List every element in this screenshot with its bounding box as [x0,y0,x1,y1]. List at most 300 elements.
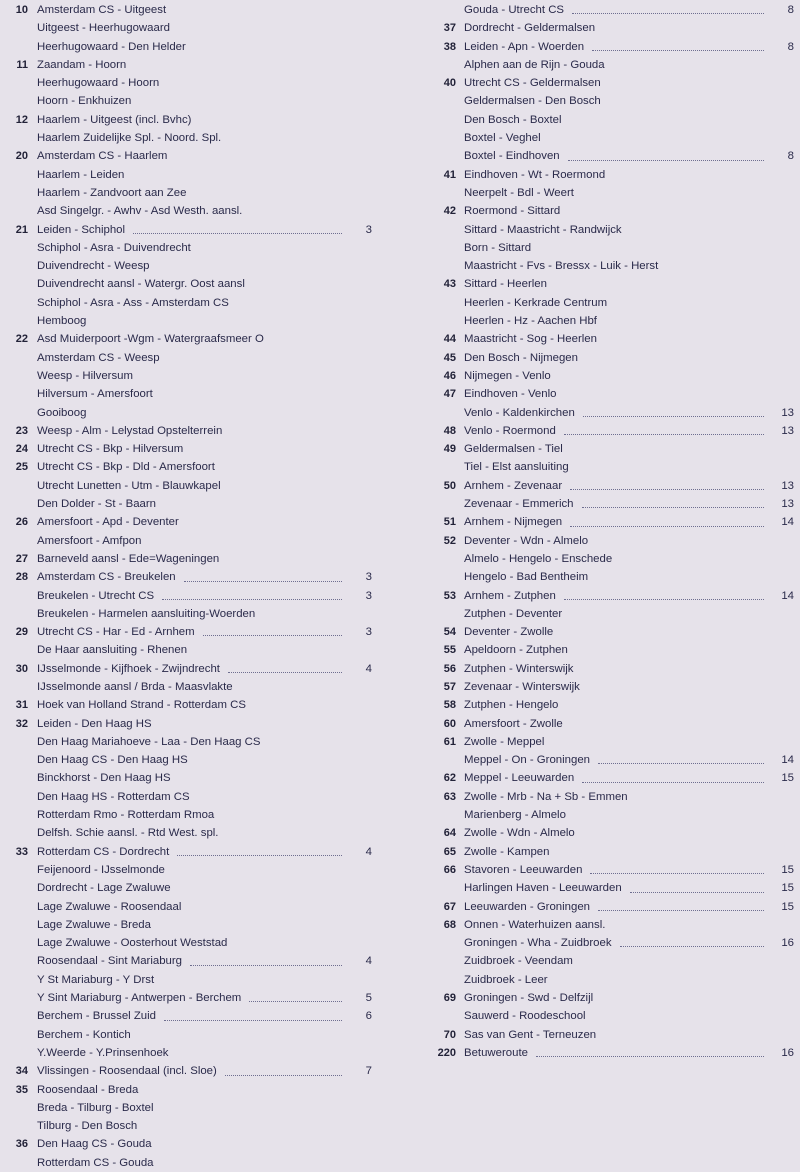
index-entry [6,861,372,879]
route-name: Nijmegen - Venlo [464,369,551,382]
dot-leader [133,233,342,234]
route-number: 12 [15,113,28,126]
index-entry [6,257,372,275]
right-column [424,1,794,1062]
route-name: Binckhorst - Den Haag HS [37,772,171,785]
route-name: Rotterdam CS - Dordrecht [37,845,170,858]
route-name: Leiden - Schiphol [37,223,126,236]
index-entry [424,440,794,458]
route-name: IJsselmonde - Kijfhoek - Zwijndrecht [37,662,220,675]
index-entry [6,1062,372,1080]
index-entry [6,385,372,403]
index-entry [424,458,794,476]
route-name: Zwolle - Mrb - Na + Sb - Emmen [464,790,628,803]
index-entry [424,879,794,897]
index-entry [424,111,794,129]
index-entry [6,1007,372,1025]
page-number: 15 [781,772,794,785]
route-number: 20 [15,150,28,163]
index-entry [6,641,372,659]
index-entry [424,769,794,787]
route-name: Delfsh. Schie aansl. - Rtd West. spl. [37,827,219,840]
route-name: Breukelen - Utrecht CS [37,589,155,602]
index-entry [6,568,372,586]
route-name: Eindhoven - Venlo [464,388,557,401]
route-name: Rotterdam Rmo - Rotterdam Rmoa [37,809,215,822]
dot-leader [568,160,764,161]
route-number: 61 [443,735,456,748]
index-entry [424,733,794,751]
dot-leader [592,50,764,51]
route-name: Heerlen - Hz - Aachen Hbf [464,315,597,328]
route-name: Den Haag CS - Den Haag HS [37,754,188,767]
route-name: Haarlem Zuidelijke Spl. - Noord. Spl. [37,132,222,145]
index-entry [424,404,794,422]
route-name: Utrecht CS - Bkp - Dld - Amersfoort [37,461,215,474]
route-name: Heerhugowaard - Den Helder [37,40,186,53]
index-entry [6,879,372,897]
index-entry [424,92,794,110]
route-name: Roosendaal - Sint Mariaburg [37,955,182,968]
index-entry [424,605,794,623]
route-name: Vlissingen - Roosendaal (incl. Sloe) [37,1065,217,1078]
route-name: Amersfoort - Amfpon [37,534,142,547]
index-entry [6,916,372,934]
route-number: 69 [443,992,456,1005]
route-name: Harlingen Haven - Leeuwarden [464,882,622,895]
index-entry [424,971,794,989]
dot-leader [190,965,342,966]
index-entry [6,1117,372,1135]
index-entry [424,532,794,550]
page-number: 4 [365,955,372,968]
route-name: Zevenaar - Winterswijk [464,680,580,693]
route-number: 32 [15,717,28,730]
index-entry [6,532,372,550]
route-number: 23 [15,424,28,437]
index-entry [6,330,372,348]
index-entry [6,696,372,714]
index-entry [6,587,372,605]
route-name: Uitgeest - Heerhugowaard [37,22,170,35]
dot-leader [249,1001,342,1002]
route-name: Breda - Tilburg - Boxtel [37,1101,154,1114]
route-name: Eindhoven - Wt - Roermond [464,168,606,181]
route-name: Asd Singelgr. - Awhv - Asd Westh. aansl. [37,205,243,218]
route-name: Geldermalsen - Tiel [464,443,563,456]
dot-leader [184,581,342,582]
index-entry [6,1099,372,1117]
route-name: Betuweroute [464,1046,528,1059]
page-number: 14 [781,754,794,767]
route-name: Alphen aan de Rijn - Gouda [464,58,605,71]
route-name: Sas van Gent - Terneuzen [464,1028,597,1041]
route-number: 44 [443,333,456,346]
route-name: Venlo - Roermond [464,424,556,437]
route-name: Y Sint Mariaburg - Antwerpen - Berchem [37,992,242,1005]
route-name: Boxtel - Veghel [464,132,541,145]
route-number: 220 [437,1046,456,1059]
index-entry [6,623,372,641]
page-number: 14 [781,516,794,529]
route-name: Schiphol - Asra - Ass - Amsterdam CS [37,296,229,309]
page-number: 15 [781,863,794,876]
index-entry [6,56,372,74]
route-name: Marienberg - Almelo [464,809,566,822]
index-entry [424,934,794,952]
index-entry [424,275,794,293]
dot-leader [582,507,764,508]
index-entry [424,751,794,769]
index-entry [424,715,794,733]
index-entry [424,129,794,147]
index-entry [6,751,372,769]
route-name: Apeldoorn - Zutphen [464,644,568,657]
index-entry [424,806,794,824]
route-name: Sittard - Heerlen [464,278,547,291]
route-number: 52 [443,534,456,547]
route-name: Deventer - Zwolle [464,626,554,639]
index-entry [6,605,372,623]
index-entry [6,275,372,293]
page-number: 3 [365,223,372,236]
route-name: Groningen - Wha - Zuidbroek [464,937,612,950]
index-entry [6,349,372,367]
route-name: Lage Zwaluwe - Roosendaal [37,900,182,913]
route-name: Onnen - Waterhuizen aansl. [464,918,606,931]
index-entry [6,74,372,92]
route-name: Den Bosch - Boxtel [464,113,562,126]
page-number: 4 [365,662,372,675]
route-name: Zuidbroek - Leer [464,973,548,986]
index-entry [424,952,794,970]
route-number: 57 [443,680,456,693]
page-number: 3 [365,571,372,584]
index-entry [6,824,372,842]
index-entry [424,422,794,440]
page-number: 8 [787,4,794,16]
index-entry [424,1026,794,1044]
route-name: IJsselmonde aansl / Brda - Maasvlakte [37,680,233,693]
route-number: 37 [443,22,456,35]
index-entry [6,422,372,440]
page-number: 8 [787,40,794,53]
route-name: Venlo - Kaldenkirchen [464,406,575,419]
index-entry [6,934,372,952]
route-name: Amsterdam CS - Weesp [37,351,160,364]
index-entry [6,1026,372,1044]
route-name: Arnhem - Zevenaar [464,479,563,492]
dot-leader [203,635,342,636]
index-entry [6,513,372,531]
index-entry [424,495,794,513]
route-name: Maastricht - Sog - Heerlen [464,333,597,346]
route-name: Zaandam - Hoorn [37,58,127,71]
route-name: Dordrecht - Geldermalsen [464,22,596,35]
route-name: Roosendaal - Breda [37,1083,139,1096]
route-name: Den Haag Mariahoeve - Laa - Den Haag CS [37,735,261,748]
route-name: Groningen - Swd - Delfzijl [464,992,594,1005]
index-entry [6,294,372,312]
index-entry [6,312,372,330]
index-entry [424,330,794,348]
route-number: 53 [443,589,456,602]
index-entry [6,1044,372,1062]
route-name: Schiphol - Asra - Duivendrecht [37,241,191,254]
page-number: 3 [365,626,372,639]
route-name: Arnhem - Nijmegen [464,516,563,529]
route-name: Heerlen - Kerkrade Centrum [464,296,608,309]
index-entry [424,56,794,74]
route-number: 64 [443,827,456,840]
index-entry [6,19,372,37]
dot-leader [590,873,764,874]
route-name: Dordrecht - Lage Zwaluwe [37,882,171,895]
index-entry [424,312,794,330]
route-number: 51 [443,516,456,529]
index-entry [6,166,372,184]
index-entry [6,477,372,495]
index-entry [424,824,794,842]
route-name: Den Bosch - Nijmegen [464,351,578,364]
page-number: 15 [781,882,794,895]
route-name: Hoek van Holland Strand - Rotterdam CS [37,699,246,712]
index-entry [424,989,794,1007]
index-entry [424,660,794,678]
index-entry [6,806,372,824]
route-name: Tiel - Elst aansluiting [464,461,569,474]
dot-leader [570,526,764,527]
index-entry [424,166,794,184]
route-number: 66 [443,863,456,876]
route-name: Gooiboog [37,406,87,419]
route-name: Maastricht - Fvs - Bressx - Luik - Herst [464,260,659,273]
route-number: 54 [443,626,456,639]
dot-leader [164,1020,342,1021]
route-name: Zutphen - Deventer [464,607,563,620]
route-number: 47 [443,388,456,401]
index-entry [424,1,794,19]
index-entry [6,550,372,568]
route-name: Asd Muiderpoort -Wgm - Watergraafsmeer O [37,333,264,346]
index-entry [424,294,794,312]
route-name: Hoorn - Enkhuizen [37,95,132,108]
route-name: Berchem - Kontich [37,1028,131,1041]
route-name: Meppel - Leeuwarden [464,772,575,785]
index-entry [6,1081,372,1099]
dot-leader [598,910,764,911]
page-number: 4 [365,845,372,858]
dot-leader [598,763,764,764]
dot-leader [572,13,764,14]
dot-leader [228,672,342,673]
index-entry [424,19,794,37]
route-number: 65 [443,845,456,858]
route-name: Zevenaar - Emmerich [464,498,574,511]
route-name: Roermond - Sittard [464,205,561,218]
route-number: 33 [15,845,28,858]
index-entry [424,221,794,239]
route-name: Leiden - Apn - Woerden [464,40,585,53]
route-name: Leiden - Den Haag HS [37,717,152,730]
route-number: 48 [443,424,456,437]
index-entry [6,221,372,239]
route-name: De Haar aansluiting - Rhenen [37,644,188,657]
route-name: Heerhugowaard - Hoorn [37,77,160,90]
route-number: 43 [443,278,456,291]
index-entry [424,678,794,696]
route-name: Sittard - Maastricht - Randwijck [464,223,622,236]
dot-leader [177,855,342,856]
page-number: 7 [365,1065,372,1078]
route-number: 56 [443,662,456,675]
index-entry [424,1007,794,1025]
route-number: 42 [443,205,456,218]
route-name: Leeuwarden - Groningen [464,900,591,913]
route-number: 30 [15,662,28,675]
route-name: Y St Mariaburg - Y Drst [37,973,155,986]
route-name: Zutphen - Hengelo [464,699,559,712]
route-name: Almelo - Hengelo - Enschede [464,552,613,565]
route-name: Hengelo - Bad Bentheim [464,571,589,584]
index-entry [424,550,794,568]
route-name: Deventer - Wdn - Almelo [464,534,589,547]
index-entry [6,715,372,733]
dot-leader [570,489,764,490]
route-number: 38 [443,40,456,53]
route-name: Zwolle - Meppel [464,735,545,748]
index-entry [424,641,794,659]
index-entry [424,916,794,934]
index-entry [6,678,372,696]
index-entry [6,733,372,751]
route-number: 55 [443,644,456,657]
route-number: 35 [15,1083,28,1096]
route-number: 25 [15,461,28,474]
route-name: Haarlem - Uitgeest (incl. Bvhc) [37,113,192,126]
route-name: Arnhem - Zutphen [464,589,556,602]
page-number: 16 [781,1046,794,1059]
index-entry [6,843,372,861]
dot-leader [162,599,342,600]
route-name: Den Haag CS - Gouda [37,1138,152,1151]
index-entry [424,202,794,220]
index-entry [424,147,794,165]
index-entry [6,92,372,110]
index-entry [6,952,372,970]
index-entry [424,696,794,714]
dot-leader [564,599,764,600]
route-name: Zutphen - Winterswijk [464,662,574,675]
dot-leader [583,416,764,417]
dot-leader [620,946,764,947]
page-number: 6 [365,1010,372,1023]
route-number: 40 [443,77,456,90]
index-entry [6,147,372,165]
route-name: Amersfoort - Apd - Deventer [37,516,179,529]
route-number: 11 [16,58,28,71]
page-number: 13 [781,424,794,437]
index-entry [6,898,372,916]
dot-leader [582,782,764,783]
route-number: 21 [15,223,28,236]
route-number: 36 [15,1138,28,1151]
dot-leader [225,1075,342,1076]
route-name: Tilburg - Den Bosch [37,1120,138,1133]
route-number: 67 [443,900,456,913]
page-number: 13 [781,498,794,511]
route-number: 58 [443,699,456,712]
page-number: 16 [781,937,794,950]
route-name: Neerpelt - Bdl - Weert [464,186,574,199]
index-entry [424,349,794,367]
route-name: Zwolle - Kampen [464,845,550,858]
route-name: Meppel - On - Groningen [464,754,590,767]
route-name: Hemboog [37,315,87,328]
route-name: Amsterdam CS - Haarlem [37,150,168,163]
page-number: 13 [781,479,794,492]
route-name: Zuidbroek - Veendam [464,955,573,968]
route-name: Utrecht CS - Har - Ed - Arnhem [37,626,195,639]
index-entry [6,769,372,787]
route-name: Y.Weerde - Y.Prinsenhoek [37,1046,169,1059]
route-number: 24 [15,443,28,456]
index-entry [424,843,794,861]
index-entry [6,660,372,678]
index-entry [6,239,372,257]
index-entry [6,458,372,476]
index-entry [6,971,372,989]
page-number: 14 [781,589,794,602]
index-entry [424,623,794,641]
route-name: Rotterdam CS - Gouda [37,1156,154,1169]
page-number: 13 [781,406,794,419]
page-number: 3 [365,589,372,602]
route-number: 34 [15,1065,28,1078]
route-number: 22 [15,333,28,346]
route-name: Lage Zwaluwe - Breda [37,918,151,931]
route-name: Duivendrecht aansl - Watergr. Oost aansl [37,278,245,291]
route-name: Breukelen - Harmelen aansluiting-Woerden [37,607,256,620]
route-name: Geldermalsen - Den Bosch [464,95,601,108]
page-number: 15 [781,900,794,913]
route-name: Den Dolder - St - Baarn [37,498,157,511]
index-entry [6,184,372,202]
index-entry [6,1154,372,1172]
route-name: Utrecht CS - Bkp - Hilversum [37,443,184,456]
index-entry [424,513,794,531]
index-entry [6,788,372,806]
route-name: Berchem - Brussel Zuid [37,1010,157,1023]
route-name: Amersfoort - Zwolle [464,717,563,730]
route-name: Stavoren - Leeuwarden [464,863,583,876]
route-name: Gouda - Utrecht CS [464,4,565,16]
route-name: Weesp - Alm - Lelystad Opstelterrein [37,424,223,437]
index-entry [6,202,372,220]
index-entry [6,495,372,513]
index-entry [424,1044,794,1062]
index-entry [424,74,794,92]
route-number: 26 [15,516,28,529]
route-number: 68 [443,918,456,931]
index-entry [424,861,794,879]
route-name: Sauwerd - Roodeschool [464,1010,586,1023]
route-name: Amsterdam CS - Uitgeest [37,4,167,16]
route-number: 49 [443,443,456,456]
index-entry [424,385,794,403]
route-name: Barneveld aansl - Ede=Wageningen [37,552,220,565]
route-name: Weesp - Hilversum [37,369,133,382]
